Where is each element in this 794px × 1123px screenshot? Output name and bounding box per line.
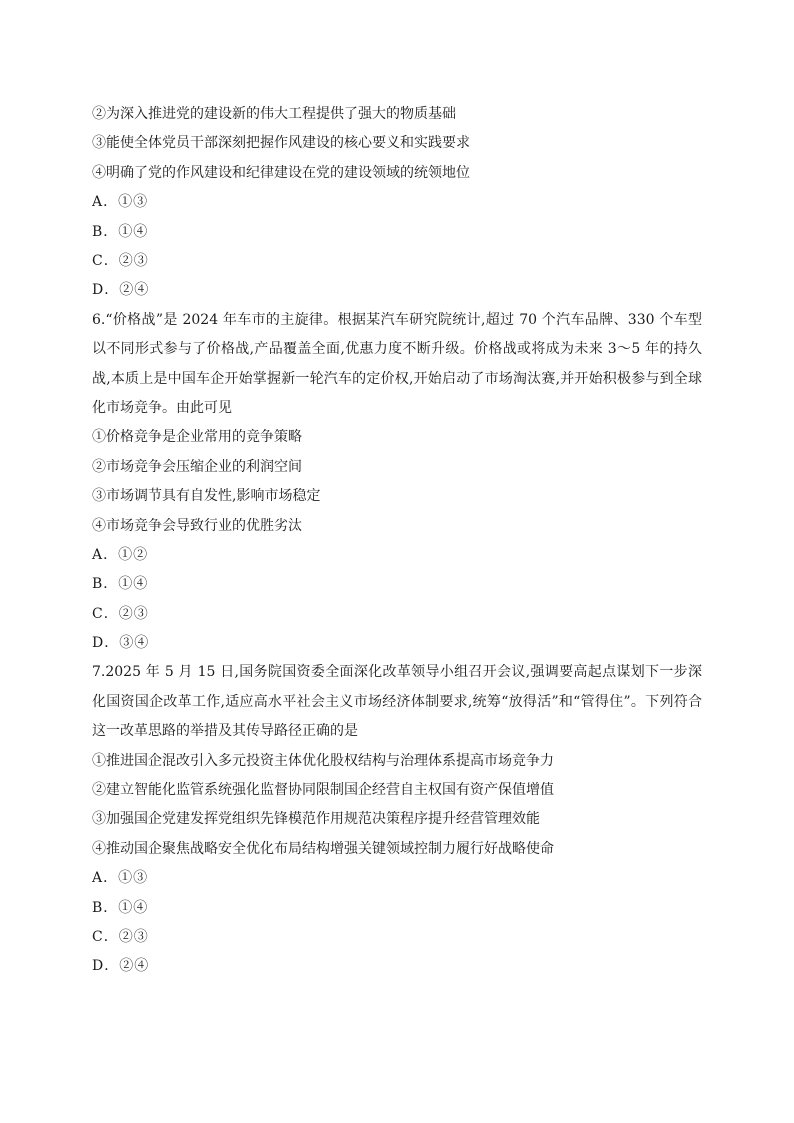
- option-b: B．①④: [92, 223, 149, 240]
- option-a: A．①②: [92, 546, 149, 563]
- statement-1: ①推进国企混改引入多元投资主体优化股权结构与治理体系提高市场竞争力: [92, 752, 554, 769]
- question-6: [92, 306, 702, 659]
- option-a: A．①③: [92, 194, 149, 211]
- statement-3: ③能使全体党员干部深刻把握作风建设的核心要义和实践要求: [92, 135, 470, 152]
- option-b: B．①④: [92, 899, 149, 916]
- question-5: [92, 100, 702, 306]
- option-c: C．②③: [92, 252, 149, 269]
- statement-1: ①价格竞争是企业常用的竞争策略: [92, 429, 302, 446]
- statement-3: ③市场调节具有自发性,影响市场稳定: [92, 488, 321, 505]
- option-d: D．③④: [92, 635, 150, 652]
- question-stem: 6.“价格战”是 2024 年车市的主旋律。根据某汽车研究院统计,超过 70 个汽车品牌、330 个车型以不同形式参与了价格战,产品覆盖全面,优惠力度不断升级。价格战或将成为未来 3～5 年的持久战,本质上是中国车企开始掌握新一轮汽车的定价权,开始启动了市场淘汰赛,并开始积极参与到全球化市场竞争。由此可见: [92, 311, 702, 416]
- option-b: B．①④: [92, 576, 149, 593]
- question-7: [92, 658, 702, 981]
- option-d: D．②④: [92, 282, 150, 299]
- option-c: C．②③: [92, 929, 149, 946]
- option-a: A．①③: [92, 870, 149, 887]
- document-page: [92, 100, 702, 982]
- option-c: C．②③: [92, 605, 149, 622]
- statement-4: ④推动国企聚焦战略安全优化布局结构增强关键领域控制力履行好战略使命: [92, 840, 554, 857]
- statement-4: ④市场竞争会导致行业的优胜劣汰: [92, 517, 302, 534]
- question-stem: 7.2025 年 5 月 15 日,国务院国资委全面深化改革领导小组召开会议,强调要高起点谋划下一步深化国资国企改革工作,适应高水平社会主义市场经济体制要求,统筹“放得活”和“管得住”。下列符合这一改革思路的举措及其传导路径正确的是: [92, 664, 702, 740]
- statement-3: ③加强国企党建发挥党组织先锋模范作用规范决策程序提升经营管理效能: [92, 811, 540, 828]
- statement-2: ②为深入推进党的建设新的伟大工程提供了强大的物质基础: [92, 106, 456, 122]
- statement-2: ②市场竞争会压缩企业的利润空间: [92, 458, 302, 475]
- statement-2: ②建立智能化监管系统强化监督协同限制国企经营自主权国有资产保值增值: [92, 782, 554, 799]
- statement-4: ④明确了党的作风建设和纪律建设在党的建设领域的统领地位: [92, 164, 470, 181]
- option-d: D．②④: [92, 958, 150, 975]
